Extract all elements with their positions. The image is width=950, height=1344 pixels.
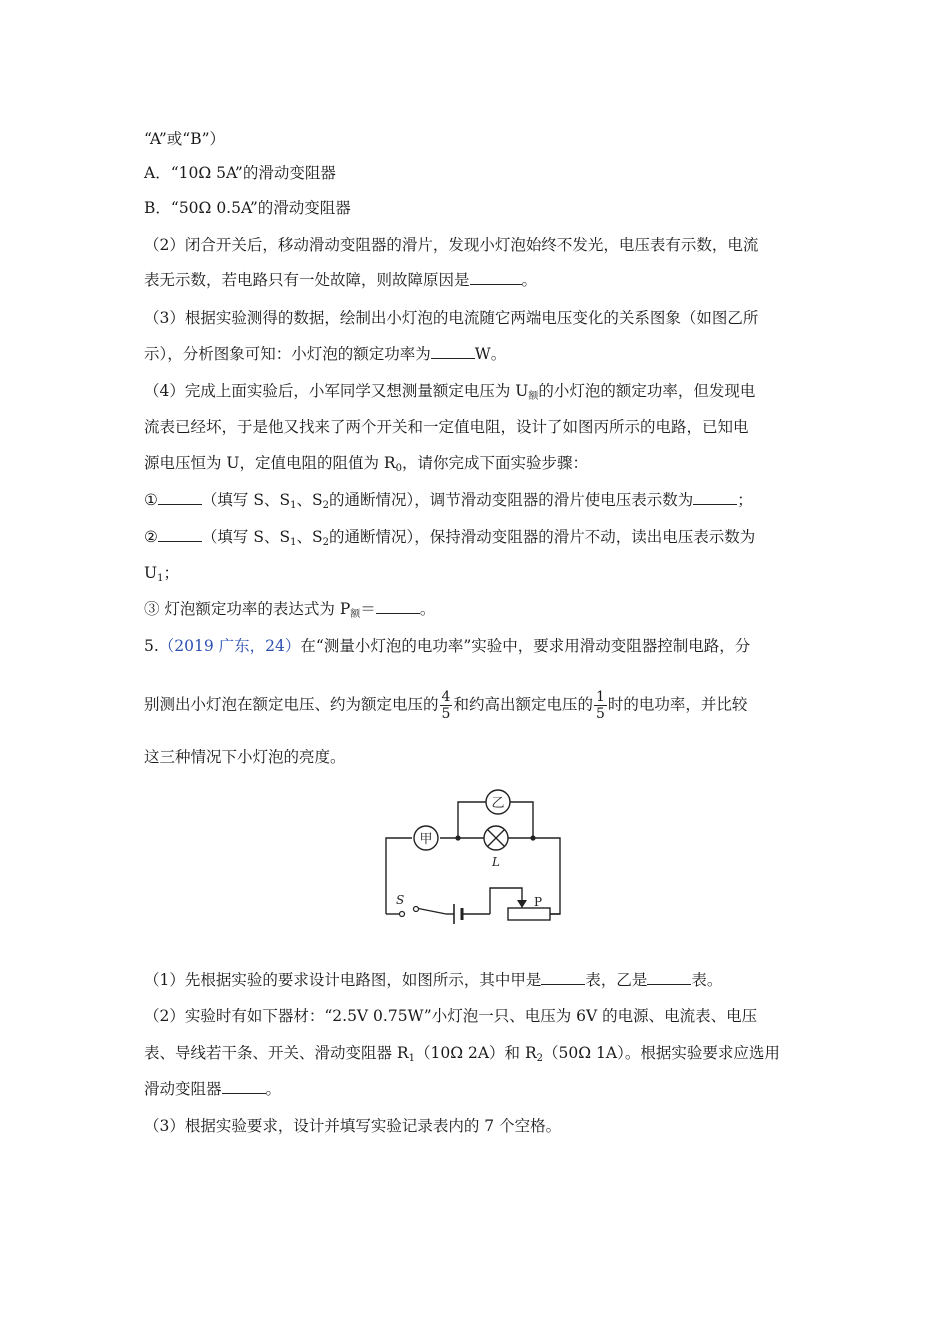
text-line: 流表已经坏，于是他又找来了两个开关和一定值电阻，设计了如图丙所示的电路，已知电 [144,418,749,436]
text-line: 这三种情况下小灯泡的亮度。 [144,748,346,766]
text-line: $U_1$； [144,564,179,584]
step-3: ③ 灯泡额定功率的表达式为 $P_额=$ 。 [144,600,436,620]
question-source: （2019 广东，24） [158,637,301,655]
switch-label: S [396,893,405,907]
text-line: 示），分析图象可知：小灯泡的额定功率为 W。 [144,345,507,363]
step-2: ② （填写 S、$S_1$、$S_2$的通断情况），保持滑动变阻器的滑片不动，读出电压表示数为 [144,528,756,548]
text-line: 表无示数，若电路只有一处故障，则故障原因是 。 [144,271,538,289]
slider-label: P [534,895,543,909]
meter-yi-label: 乙 [491,796,505,811]
fraction-one-fifth: $\frac{1}{5}$ [595,689,605,722]
switch-contact [400,912,405,917]
answer-blank[interactable] [647,970,691,985]
circuit-diagram [378,782,568,932]
lamp-label: L [492,855,500,869]
question-5: 5.（2019 广东，24）在“测量小灯泡的电功率”实验中，要求用滑动变阻器控制电路，分 [144,637,751,655]
answer-blank[interactable] [222,1079,266,1094]
junction-dot [455,835,460,840]
text-line: （3）根据实验要求，设计并填写实验记录表内的 7 个空格。 [144,1117,562,1135]
option-a: A．“10Ω 5A”的滑动变阻器 [144,164,336,182]
junction-dot [530,835,535,840]
text-line: 表、导线若干条、开关、滑动变阻器 $R_1(10\Omega$ 2A）和 $R_2(50\Omega$ 1A）。根据实验要求应选用 [144,1044,780,1064]
answer-blank[interactable] [541,970,585,985]
meter-jia-label: 甲 [419,832,433,847]
text-line: （4）完成上面实验后，小军同学又想测量额定电压为 $U_额$的小灯泡的额定功率，但发现电 [144,382,756,402]
answer-blank[interactable] [470,270,522,285]
rheostat [508,908,550,920]
text-line: （2）实验时有如下器材：“2.5V 0.75W”小灯泡一只、电压为 6V 的电源、电流表、电压 [144,1007,758,1025]
text-line: （1）先根据实验的要求设计电路图，如图所示，其中甲是 表，乙是 表。 [144,971,723,989]
text-line: 源电压恒为 U，定值电阻的阻值为 $R_0$，请你完成下面实验步骤： [144,454,588,474]
text-line: （3）根据实验测得的数据，绘制出小灯泡的电流随它两端电压变化的关系图象（如图乙所 [144,309,759,327]
text-line: 滑动变阻器 。 [144,1080,282,1098]
text-line: （2）闭合开关后，移动滑动变阻器的滑片，发现小灯泡始终不发光，电压表有示数，电流 [144,236,759,254]
step-1: ① （填写 S、$S_1$、$S_2$的通断情况），调节滑动变阻器的滑片使电压表示数为 ； [144,491,753,511]
option-b: B．“50Ω 0.5A”的滑动变阻器 [144,199,351,217]
answer-blank[interactable] [158,527,202,542]
answer-blank[interactable] [431,344,475,359]
answer-blank[interactable] [376,599,420,614]
rheostat-slider-arrow [517,900,527,908]
text-line: “A”或“B”） [144,130,226,148]
answer-blank[interactable] [158,490,202,505]
text-line: 别测出小灯泡在额定电压、约为额定电压的 $\frac{4}{5}$ 和约高出额定电压的 $\frac{1}{5}$ 时的电功率，并比较 [144,689,748,722]
fraction-four-fifths: $\frac{4}{5}$ [441,689,451,722]
switch-contact [414,907,419,912]
answer-blank[interactable] [693,490,737,505]
